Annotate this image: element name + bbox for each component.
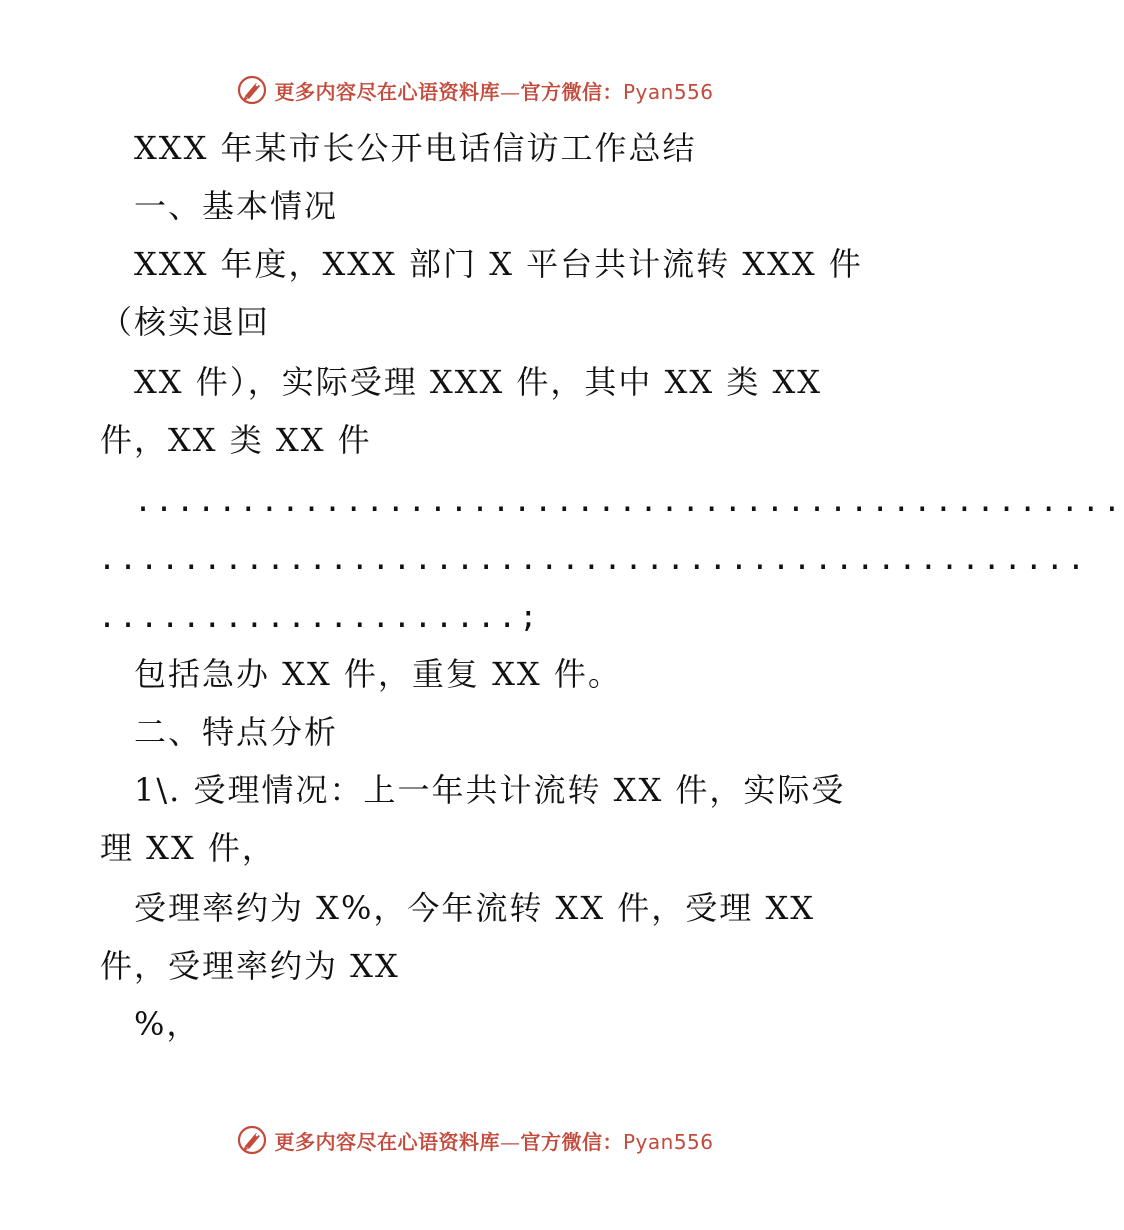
watermark-header: [0, 72, 950, 108]
paragraph-line: （核实退回: [100, 303, 271, 341]
watermark-text: 更多内容尽在心语资料库—官方微信：Pyan556: [274, 1129, 714, 1154]
paragraph-line: 理 XX 件，: [100, 829, 276, 867]
document-title: XXX 年某市长公开电话信访工作总结: [134, 129, 697, 167]
paragraph-line: 件，XX 类 XX 件: [100, 421, 372, 459]
paragraph-line: XXX 年度，XXX 部门 X 平台共计流转 XXX 件: [134, 245, 863, 283]
pen-logo-icon: [236, 1124, 268, 1156]
section-heading-analysis: 二、特点分析: [134, 713, 339, 751]
paragraph-line: 件，受理率约为 XX: [100, 947, 400, 985]
paragraph-line: XX 件），实际受理 XXX 件，其中 XX 类 XX: [134, 363, 823, 401]
ellipsis-line: ...............................................: [98, 542, 1088, 577]
watermark-text: 更多内容尽在心语资料库—官方微信：Pyan556: [274, 79, 714, 104]
ellipsis-line: ....................;: [98, 600, 541, 635]
paragraph-line: 1\. 受理情况：上一年共计流转 XX 件，实际受: [134, 771, 846, 809]
paragraph-line: 受理率约为 X%，今年流转 XX 件，受理 XX: [134, 889, 816, 927]
section-heading-basic: 一、基本情况: [134, 187, 339, 225]
paragraph-line: %，: [134, 1005, 201, 1043]
pen-logo-icon: [236, 74, 268, 106]
paragraph-line: 包括急办 XX 件，重复 XX 件。: [134, 655, 622, 693]
ellipsis-line: ...............................................: [134, 484, 1124, 519]
watermark-footer: [0, 1122, 950, 1158]
